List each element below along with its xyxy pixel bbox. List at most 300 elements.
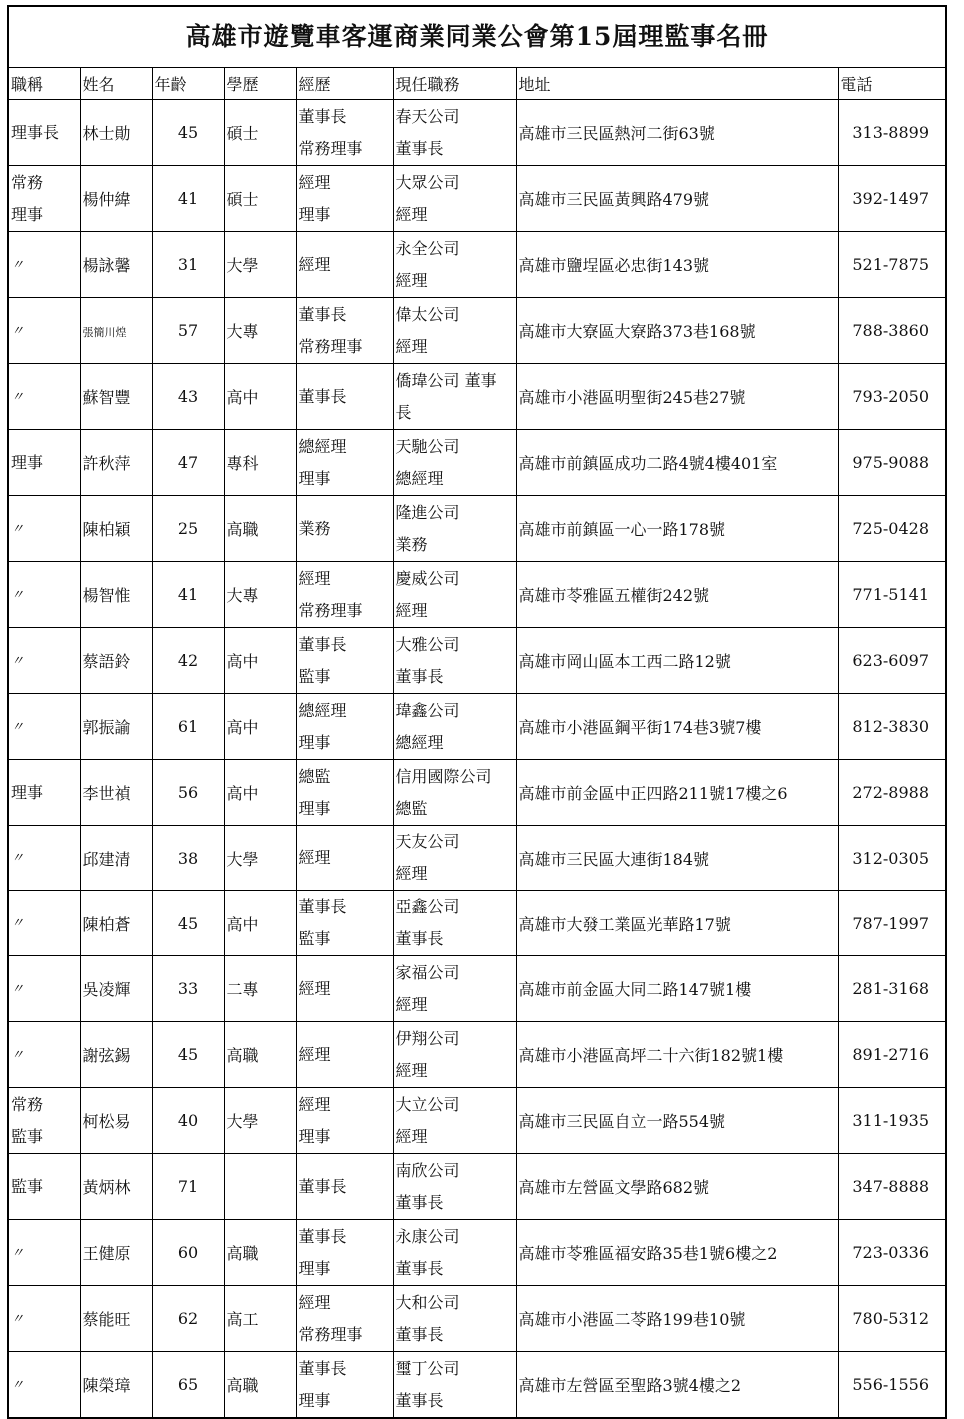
address-text: 高雄市左營區至聖路3號4樓之2 [518,1376,742,1395]
position-line-1: 大雅公司 [395,634,460,654]
table-row [9,760,945,826]
role-text: 〃 [11,257,25,273]
age-text: 71 [177,1177,199,1196]
cell-experience [296,694,393,760]
cell-address [516,1088,838,1154]
name-text: 吳凌輝 [82,980,131,999]
experience-line-2: 理事 [298,204,331,224]
phone-text: 725-0428 [852,519,929,538]
cell-current-position [393,628,516,694]
phone-text: 723-0336 [852,1243,929,1262]
header-cell-address: 地址 [516,68,838,100]
cell-phone [838,166,945,232]
cell-role [9,1286,80,1352]
experience-line-2: 理事 [298,1390,331,1410]
table-row [9,1154,945,1220]
cell-education [224,100,296,166]
age-text: 25 [177,519,199,538]
cell-phone [838,628,945,694]
name-text: 謝弦錫 [82,1046,131,1065]
education-text: 高中 [226,784,259,803]
cell-education [224,364,296,430]
cell-age [152,1022,224,1088]
cell-current-position [393,694,516,760]
cell-experience [296,956,393,1022]
table-row [9,100,945,166]
position-line-1: 伊翔公司 [395,1028,460,1048]
experience-line-2: 監事 [298,666,331,686]
cell-role [9,166,80,232]
experience-line-1: 經理 [298,1292,331,1312]
cell-address [516,956,838,1022]
age-text: 33 [177,979,199,998]
table-row [9,496,945,562]
experience-line-1: 董事長 [298,304,347,324]
cell-address [516,232,838,298]
cell-age [152,628,224,694]
cell-address [516,1022,838,1088]
cell-role [9,232,80,298]
cell-age [152,100,224,166]
phone-text: 311-1935 [852,1111,929,1130]
experience-line-1: 董事長 [298,386,347,406]
table-row [9,956,945,1022]
cell-name [80,298,152,364]
cell-name [80,956,152,1022]
position-line-1: 大立公司 [395,1094,460,1114]
cell-role [9,760,80,826]
role-text: 〃 [11,389,25,405]
cell-experience [296,364,393,430]
cell-phone [838,956,945,1022]
cell-name [80,1352,152,1418]
position-line-2: 經理 [395,600,428,620]
cell-education [224,760,296,826]
cell-address [516,1286,838,1352]
age-text: 61 [177,717,199,736]
cell-role [9,562,80,628]
phone-text: 788-3860 [852,321,929,340]
experience-line-1: 經理 [298,172,331,192]
cell-current-position [393,1022,516,1088]
cell-address [516,628,838,694]
phone-text: 793-2050 [852,387,929,406]
name-text: 李世禎 [82,784,131,803]
cell-education [224,1088,296,1154]
experience-line-1: 董事長 [298,106,347,126]
name-text: 林士勛 [82,124,131,143]
education-text: 高職 [226,520,259,539]
cell-current-position [393,166,516,232]
cell-name [80,1220,152,1286]
cell-age [152,166,224,232]
address-text: 高雄市鹽埕區必忠街143號 [518,256,710,275]
age-text: 56 [177,783,199,802]
phone-text: 281-3168 [852,979,929,998]
cell-address [516,694,838,760]
age-text: 45 [177,913,199,933]
header-cell-phone: 電話 [838,68,945,100]
address-text: 高雄市岡山區本工西二路12號 [518,652,731,671]
position-line-2: 長 [395,402,412,422]
experience-line-1: 經理 [298,1044,331,1064]
cell-current-position [393,1088,516,1154]
cell-role [9,1220,80,1286]
role-text: 理事長 [11,122,60,142]
cell-age [152,694,224,760]
age-text: 60 [177,1243,199,1262]
name-text: 蔡能旺 [82,1310,131,1329]
education-text: 高中 [226,718,259,737]
address-text: 高雄市大發工業區光華路17號 [518,914,731,934]
role-text: 〃 [11,1047,25,1063]
cell-age [152,1154,224,1220]
address-text: 高雄市小港區鋼平街174巷3號7樓 [518,718,762,737]
age-text: 45 [177,1045,199,1064]
age-text: 41 [177,189,199,208]
table-row [9,298,945,364]
position-line-2: 總經理 [395,732,444,752]
cell-age [152,562,224,628]
role-text: 理事 [11,782,44,802]
position-line-2: 董事長 [395,1192,444,1212]
address-text: 高雄市苓雅區福安路35巷1號6樓之2 [518,1244,778,1263]
address-text: 高雄市前鎮區一心一路178號 [518,520,726,539]
cell-name [80,760,152,826]
cell-experience [296,1154,393,1220]
header-cell-current-position: 現任職務 [393,68,516,100]
phone-text: 812-3830 [852,717,929,736]
cell-name [80,1286,152,1352]
cell-name [80,100,152,166]
cell-address [516,430,838,496]
cell-experience [296,760,393,826]
cell-name [80,826,152,891]
role-text: 理事 [11,452,44,472]
cell-education [224,562,296,628]
cell-role [9,891,80,956]
position-line-2: 經理 [395,270,428,290]
cell-age [152,891,224,956]
phone-text: 891-2716 [852,1045,929,1064]
position-line-1: 天友公司 [395,832,460,851]
cell-experience [296,298,393,364]
position-line-1: 亞鑫公司 [395,897,460,916]
cell-role [9,956,80,1022]
phone-text: 771-5141 [852,585,929,604]
name-text: 蘇智豐 [82,388,131,407]
education-text: 高中 [226,914,259,934]
table-row [9,232,945,298]
cell-phone [838,1088,945,1154]
experience-line-2: 常務理事 [298,336,363,356]
cell-experience [296,891,393,956]
name-text: 郭振諭 [82,718,131,737]
cell-education [224,628,296,694]
experience-line-1: 業務 [298,518,331,538]
phone-text: 347-8888 [852,1177,929,1196]
cell-education [224,1286,296,1352]
education-text: 高職 [226,1376,259,1395]
table-row [9,1022,945,1088]
education-text: 大學 [226,849,259,869]
phone-text: 392-1497 [852,189,929,208]
address-text: 高雄市左營區文學路682號 [518,1178,710,1197]
role-text: 常務 理事 [11,172,44,224]
phone-text: 623-6097 [852,651,929,670]
experience-line-1: 董事長 [298,1226,347,1246]
name-text: 楊仲緯 [82,190,131,209]
table-row [9,628,945,694]
education-text: 碩士 [226,124,259,143]
position-line-1: 信用國際公司 [395,766,492,786]
cell-address [516,760,838,826]
position-line-2: 董事長 [395,666,444,686]
cell-role [9,628,80,694]
cell-address [516,496,838,562]
cell-current-position [393,891,516,956]
role-text: 監事 [11,1176,44,1196]
cell-experience [296,628,393,694]
position-line-1: 大和公司 [395,1292,460,1312]
cell-name [80,496,152,562]
header-cell-experience: 經歷 [296,68,393,100]
cell-education [224,1220,296,1286]
table-row [9,430,945,496]
position-line-2: 經理 [395,994,428,1014]
education-text: 高職 [226,1046,259,1065]
header-cell-education: 學歷 [224,68,296,100]
cell-age [152,430,224,496]
cell-phone [838,364,945,430]
experience-line-1: 經理 [298,848,331,867]
address-text: 高雄市三民區黃興路479號 [518,190,710,209]
address-text: 高雄市三民區大連街184號 [518,849,710,869]
header-cell-age: 年齡 [152,68,224,100]
age-text: 40 [177,1111,199,1130]
phone-text: 312-0305 [852,848,929,868]
education-text: 大專 [226,322,259,341]
education-text: 專科 [226,454,259,473]
role-text: 〃 [11,1245,25,1261]
table-row [9,826,945,891]
name-text: 楊智惟 [82,586,131,605]
education-text: 碩士 [226,190,259,209]
experience-line-1: 董事長 [298,897,347,916]
experience-line-1: 總經理 [298,436,347,456]
cell-name [80,1154,152,1220]
role-text: 〃 [11,1311,25,1327]
cell-role [9,1154,80,1220]
position-line-1: 大眾公司 [395,172,460,192]
cell-address [516,1352,838,1418]
position-line-2: 業務 [395,534,428,554]
role-text: 〃 [11,851,25,866]
address-text: 高雄市苓雅區五權街242號 [518,586,710,605]
cell-phone [838,760,945,826]
position-line-2: 董事長 [395,929,444,948]
cell-role [9,1022,80,1088]
cell-current-position [393,298,516,364]
experience-line-2: 理事 [298,1126,331,1146]
cell-current-position [393,562,516,628]
position-line-1: 永全公司 [395,238,460,258]
cell-phone [838,430,945,496]
position-line-2: 總經理 [395,468,444,488]
cell-role [9,826,80,891]
position-line-1: 璽丁公司 [395,1358,460,1378]
header-row [9,68,945,100]
cell-address [516,166,838,232]
cell-experience [296,1022,393,1088]
name-text: 張簡川煌 [82,326,127,339]
cell-experience [296,562,393,628]
cell-experience [296,1352,393,1418]
education-text: 大專 [226,586,259,605]
cell-phone [838,562,945,628]
position-line-1: 隆進公司 [395,502,460,522]
cell-name [80,166,152,232]
cell-education [224,1154,296,1220]
phone-text: 556-1556 [852,1375,929,1394]
address-text: 高雄市前金區大同二路147號1樓 [518,980,752,999]
position-line-2: 總監 [395,798,428,818]
address-text: 高雄市小港區高坪二十六街182號1樓 [518,1046,784,1065]
position-line-1: 偉太公司 [395,304,460,324]
name-text: 蔡語鈴 [82,652,131,671]
cell-role [9,1352,80,1418]
experience-line-1: 經理 [298,978,331,998]
experience-line-2: 理事 [298,798,331,818]
cell-age [152,364,224,430]
cell-education [224,166,296,232]
cell-address [516,562,838,628]
experience-line-1: 董事長 [298,1358,347,1378]
address-text: 高雄市前金區中正四路211號17樓之6 [518,784,788,803]
address-text: 高雄市小港區二苓路199巷10號 [518,1310,746,1329]
position-line-1: 春天公司 [395,106,460,126]
position-line-1: 僑瑋公司 董事 [395,370,497,390]
cell-role [9,430,80,496]
cell-address [516,298,838,364]
cell-phone [838,1352,945,1418]
role-text: 〃 [11,981,25,997]
education-text: 大學 [226,256,259,275]
cell-education [224,891,296,956]
experience-line-2: 常務理事 [298,138,363,158]
cell-experience [296,166,393,232]
position-line-2: 經理 [395,1060,428,1080]
cell-experience [296,826,393,891]
cell-current-position [393,364,516,430]
table-row [9,1088,945,1154]
age-text: 43 [177,387,199,406]
cell-phone [838,1022,945,1088]
experience-line-2: 理事 [298,1258,331,1278]
table-row [9,1220,945,1286]
name-text: 陳榮璋 [82,1376,131,1395]
cell-name [80,1088,152,1154]
cell-current-position [393,430,516,496]
cell-phone [838,826,945,891]
age-text: 42 [177,651,199,670]
position-line-1: 天馳公司 [395,436,460,456]
position-line-1: 永康公司 [395,1226,460,1246]
header-cell-name: 姓名 [80,68,152,100]
cell-current-position [393,1286,516,1352]
age-text: 65 [177,1375,199,1394]
cell-current-position [393,100,516,166]
cell-role [9,1088,80,1154]
position-line-1: 南欣公司 [395,1160,460,1180]
cell-age [152,1352,224,1418]
position-line-2: 經理 [395,1126,428,1146]
cell-phone [838,1286,945,1352]
cell-phone [838,694,945,760]
experience-line-1: 董事長 [298,1176,347,1196]
cell-age [152,232,224,298]
table-row [9,562,945,628]
cell-name [80,364,152,430]
table-row [9,1352,945,1418]
cell-education [224,694,296,760]
cell-name [80,430,152,496]
name-text: 楊詠馨 [82,256,131,275]
cell-current-position [393,1154,516,1220]
role-text: 〃 [11,719,25,735]
cell-education [224,430,296,496]
experience-line-1: 經理 [298,568,331,588]
cell-phone [838,891,945,956]
cell-experience [296,1220,393,1286]
role-text: 〃 [11,916,25,931]
cell-address [516,364,838,430]
education-text: 高中 [226,388,259,407]
roster-sheet [7,5,947,1419]
cell-address [516,100,838,166]
cell-experience [296,430,393,496]
experience-line-2: 常務理事 [298,1324,363,1344]
cell-name [80,562,152,628]
address-text: 高雄市大寮區大寮路373巷168號 [518,322,756,341]
role-text: 〃 [11,653,25,669]
experience-line-1: 經理 [298,254,331,274]
cell-phone [838,1220,945,1286]
phone-text: 780-5312 [852,1309,929,1328]
cell-address [516,826,838,891]
cell-name [80,891,152,956]
cell-education [224,1352,296,1418]
cell-current-position [393,232,516,298]
cell-experience [296,1088,393,1154]
address-text: 高雄市前鎮區成功二路4號4樓401室 [518,454,778,473]
position-line-2: 經理 [395,864,428,883]
cell-current-position [393,826,516,891]
phone-text: 787-1997 [852,913,929,933]
position-line-2: 經理 [395,204,428,224]
cell-name [80,1022,152,1088]
cell-role [9,694,80,760]
cell-phone [838,100,945,166]
cell-current-position [393,1352,516,1418]
experience-line-2: 理事 [298,468,331,488]
table-row [9,364,945,430]
education-text: 大學 [226,1112,259,1131]
position-line-2: 董事長 [395,1390,444,1410]
experience-line-1: 董事長 [298,634,347,654]
cell-experience [296,232,393,298]
name-text: 陳柏穎 [82,520,131,539]
